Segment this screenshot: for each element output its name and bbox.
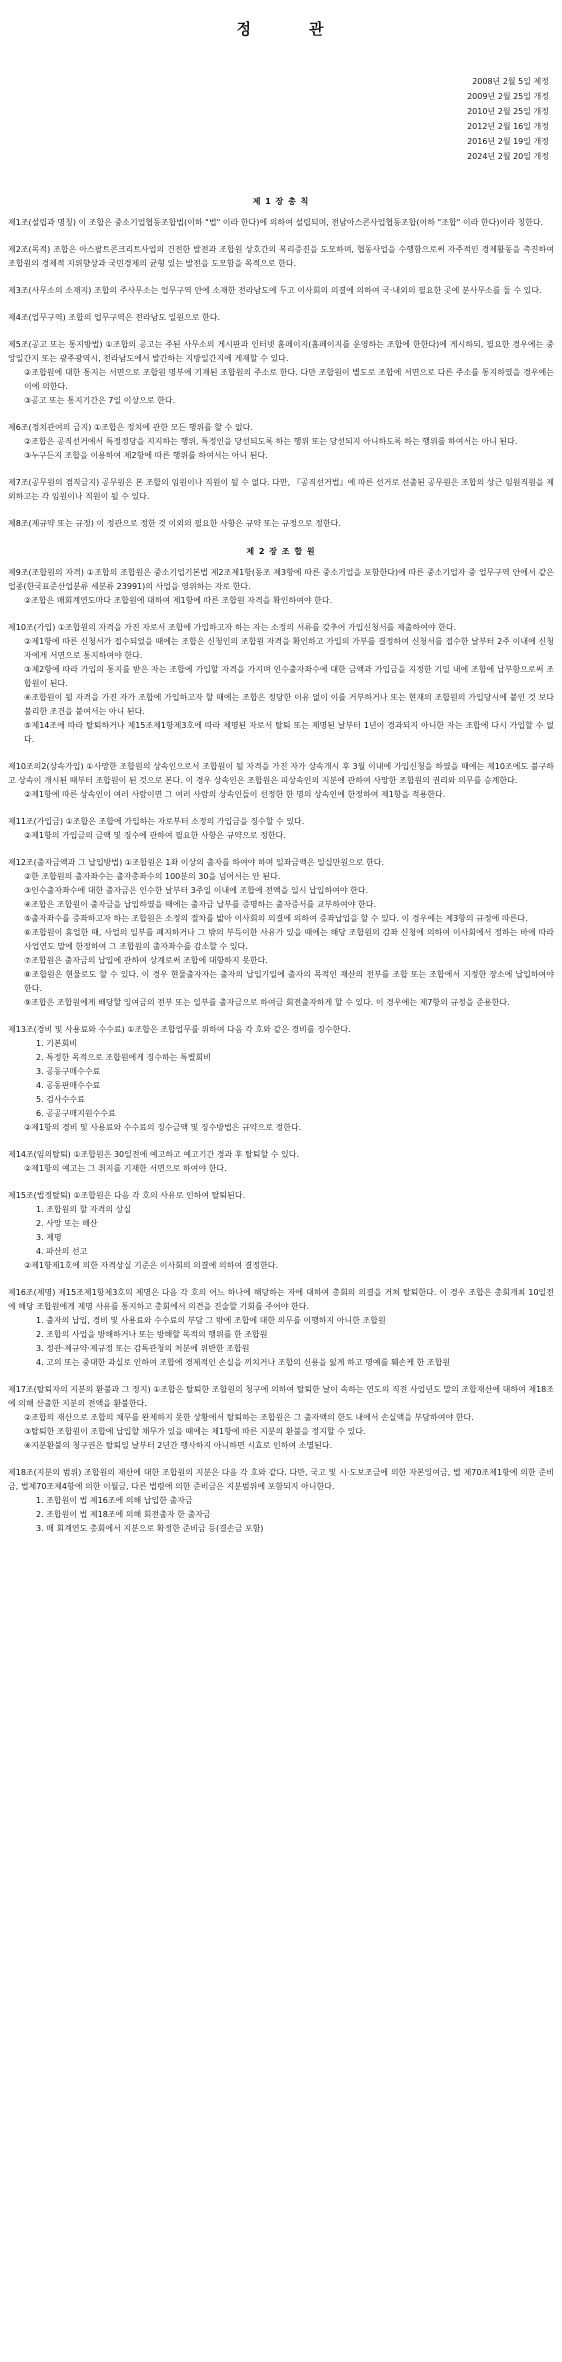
article-list-item: 2. 특정한 목적으로 조합원에게 징수하는 특별회비 — [36, 1053, 211, 1062]
article-paragraph: ⑨조합은 조합원에게 배당할 잉여금의 전부 또는 일부를 출자금으로 하여금 회전출자하게 할 수 있다. 이 경우에는 제7항의 규정을 준용한다. — [24, 998, 510, 1007]
article — [8, 566, 554, 608]
article-paragraph: ③누구든지 조합을 이용하여 제2항에 따른 행위를 하여서는 아니 된다. — [24, 451, 268, 460]
article-list-item: 5. 검사수수료 — [36, 1095, 85, 1104]
article-text: 제10조의2(상속가입) ①사망한 조합원의 상속인으로서 조합원이 될 자격을 가진 자가 상속개시 후 3월 이내에 가입신청을 하였을 때에는 제10조에도 불구하고 상속이 개시된 때부터 조합원이 된 것으로 본다. 이 경우 상속인은 조합원은 피상속인의 지분에 관하여 사망한 조합원의 권리와 의무를 승계한다. — [8, 762, 554, 785]
document-body — [8, 194, 554, 1549]
article-paragraph: ⑥조합원이 휴업한 때, 사업의 일부를 폐지하거나 그 밖의 부득이한 사유가 있을 때에는 해당 조합원의 감좌 신청에 의하여 이사회에서 정하는 바에 따라 사업연도 말에 한정하여 그 조합원의 출자좌수를 감소할 수 있다. — [24, 928, 554, 951]
article-paragraph: ②제1항제1호에 의한 자격상실 기준은 이사회의 의결에 의하여 결정한다. — [24, 1261, 279, 1270]
article-paragraph: ③탈퇴한 조합원이 조합에 납입할 채무가 있을 때에는 제1항에 따른 지분의 환불을 정지할 수 있다. — [24, 1427, 366, 1436]
article-paragraph: ②제1항의 예고는 그 취지를 기재한 서면으로 하여야 한다. — [24, 1164, 227, 1173]
article-list-item: 4. 공동판매수수료 — [36, 1081, 101, 1090]
article — [8, 815, 554, 843]
chapter-heading: 제 1 장 총 칙 — [252, 197, 310, 206]
revision-entry: 2008년 2월 5일 제정 — [472, 77, 549, 86]
article-list-item: 2. 조합의 사업을 방해하거나 또는 방해할 목적의 행위를 한 조합원 — [36, 1330, 268, 1339]
article-text: 제1조(설립과 명칭) 이 조합은 중소기업협동조합법(이하 "법" 이라 한다)에 의하여 설립되며, 전남아스콘사업협동조합(이하 "조합" 이라 한다)이라 칭한다. — [8, 218, 544, 227]
article-paragraph: ②조합의 재산으로 조합의 채무를 완제하지 못한 상황에서 탈퇴하는 조합원은 그 출자액의 한도 내에서 손실액을 부담하여야 한다. — [24, 1413, 474, 1422]
article-paragraph: ④지분환불의 청구권은 탈퇴일 날부터 2년간 행사하지 아니하면 시효로 인하여 소멸된다. — [24, 1441, 333, 1450]
article-list-item: 2. 사망 또는 해산 — [36, 1219, 98, 1228]
article-list-item: 4. 파산의 선고 — [36, 1247, 88, 1256]
article — [8, 621, 554, 747]
article-paragraph: ②조합은 공직선거에서 특정정당을 지지하는 행위, 특정인을 당선되도록 하는 행위 또는 당선되지 아니하도록 하는 행위를 하여서는 아니 된다. — [24, 437, 518, 446]
article — [8, 856, 554, 1010]
article-list-item: 1. 조합원이 법 제16조에 의해 납입한 출자금 — [36, 1496, 193, 1505]
article-text: 제13조(경비 및 사용료와 수수료) ①조합은 조합업무를 위하여 다음 각 호와 같은 경비를 징수한다. — [8, 1025, 351, 1034]
title-char-2: 관 — [309, 20, 326, 38]
article-list-item: 3. 정관·제규약·제규정 또는 감독관청의 처분에 위반한 조합원 — [36, 1344, 250, 1353]
article-list-item: 3. 제명 — [36, 1233, 62, 1242]
article — [8, 1286, 554, 1370]
article-list-item: 3. 매 회계연도 총회에서 지분으로 확정한 준비금 등(결손금 포함) — [36, 1524, 264, 1533]
article-text: 제17조(탈퇴자의 지분의 환불과 그 정지) ①조합은 탈퇴한 조합원의 청구에 의하여 탈퇴한 날이 속하는 연도의 직전 사업년도 말의 조합재산에 대하여 제18조에 의해 산출한 지분의 전액을 환불한다. — [8, 1385, 554, 1408]
title-char-1: 정 — [236, 20, 253, 38]
article — [8, 517, 554, 531]
article-text: 제2조(목적) 조합은 아스팔트콘크리트사업의 건전한 발전과 조합원 상호간의 복리증진을 도모하며, 협동사업을 수행함으로써 자주적인 경제활동을 촉진하여 조합원의 경제적 지위향상과 국민경제의 균형 있는 발전을 도모함을 목적으로 한다. — [8, 245, 554, 268]
document-title — [0, 18, 562, 39]
article-paragraph: ②한 조합원의 출자좌수는 출자총좌수의 100분의 30을 넘어서는 안 된다. — [24, 872, 281, 881]
article-paragraph: ⑤출자좌수를 증좌하고자 하는 조합원은 소정의 절차를 밟아 이사회의 의결에 의하여 증좌납입을 할 수 있다. 이 경우에는 제3항의 규정에 따른다. — [24, 914, 528, 923]
revision-entry: 2012년 2월 16일 개정 — [467, 122, 549, 131]
article-text: 제4조(업무구역) 조합의 업무구역은 전라남도 일원으로 한다. — [8, 313, 221, 322]
article-paragraph: ④조합원이 될 자격을 가진 자가 조합에 가입하고자 할 때에는 조합은 정당한 이유 없이 이를 거부하거나 또는 현재의 조합원의 가입당시에 붙인 것 보다 불리한 조건을 붙여서는 아니 된다. — [24, 693, 554, 716]
article-list-item: 6. 공공구매지원수수료 — [36, 1109, 116, 1118]
article-text: 제14조(임의탈퇴) ①조합원은 30일전에 예고하고 예고기간 경과 후 탈퇴할 수 있다. — [8, 1150, 300, 1159]
article-paragraph: ③제2항에 따라 가입의 통지를 받은 자는 조합에 가입할 자격을 가지며 인수출자좌수에 대한 금액과 가입금을 지정한 기일 내에 조합에 납부함으로써 조합원이 된다. — [24, 665, 554, 688]
revision-entry: 2024년 2월 20일 개정 — [467, 152, 549, 161]
article-list-item: 1. 출자의 납입, 경비 및 사용료와 수수료의 부담 그 밖에 조합에 대한 의무를 이행하지 아니한 조합원 — [36, 1316, 386, 1325]
article-paragraph: ②조합원에 대한 통지는 서면으로 조합원 명부에 기재된 조합원의 주소로 한다. 다만 조합원이 별도로 조합에 서면으로 다른 주소를 통지하였을 경우에는 이에 의한다. — [24, 368, 554, 391]
article-paragraph: ②제1항에 따른 신청서가 접수되었을 때에는 조합은 신청인의 조합원 자격을 확인하고 가입의 가부를 결정하여 신청서를 접수한 날부터 2주 이내에 신청자에게 서면으로 통지하여야 한다. — [24, 637, 554, 660]
article-paragraph: ⑤제14조에 따라 탈퇴하거나 제15조제1항제3호에 따라 제명된 자로서 탈퇴 또는 제명된 날부터 1년이 경과되지 아니한 자는 조합에 다시 가입할 수 없다. — [24, 721, 554, 744]
article-text: 제18조(지분의 범위) 조합원의 재산에 대한 조합원의 지분은 다음 각 호와 같다. 다만, 국고 및 시·도보조금에 의한 자본잉여금, 법 제70조제1항에 의한 준비금, 법제70조제4항에 의한 이월금, 다른 법령에 의한 준비금은 지분범위에 포함되지 아니한다. — [8, 1468, 554, 1491]
article-list-item: 1. 기본회비 — [36, 1039, 78, 1048]
article — [8, 1189, 554, 1273]
article-list-item: 4. 고의 또는 중대한 과실로 인하여 조합에 경제적인 손실을 끼치거나 조합의 신용을 잃게 하고 명예를 훼손케 한 조합원 — [36, 1358, 451, 1367]
article-text: 제16조(제명) 제15조제1항제3호의 제명은 다음 각 호의 어느 하나에 해당하는 자에 대하여 총회의 의결을 거쳐 탈퇴한다. 이 경우 조합은 총회개최 10일전에 해당 조합원에게 제명 사유를 통지하고 총회에서 의견을 진술할 기회를 주어야 한다. — [8, 1288, 554, 1311]
article — [8, 338, 554, 408]
article-text: 제10조(가입) ①조합원의 자격을 가진 자로서 조합에 가입하고자 하는 자는 소정의 서류를 갖추어 가입신청서를 제출하여야 한다. — [8, 623, 457, 632]
article-list-item: 1. 조합원의 할 자격의 상실 — [36, 1205, 132, 1214]
article-text: 제5조(공고 또는 통지방법) ①조합의 공고는 주된 사무소의 게시판과 인터넷 홈페이지(홈페이지를 운영하는 조합에 한한다)에 게시하되, 필요한 경우에는 중앙일간지 또는 광주광역시, 전라남도에서 발간하는 지방일간지에 게재할 수 있다. — [8, 340, 554, 363]
article — [8, 1148, 554, 1176]
article — [8, 284, 554, 298]
article — [8, 1383, 554, 1453]
article — [8, 243, 554, 271]
article-paragraph: ②조합은 매회계연도마다 조합원에 대하여 제1항에 따른 조합원 자격을 확인하여야 한다. — [24, 596, 333, 605]
article-text: 제9조(조합원의 자격) ①조합의 조합원은 중소기업기본법 제2조제1항(동조 제3항에 따른 중소기업을 포함한다)에 따른 중소기업자 중 업무구역 안에서 같은 업종(한국표준산업분류 세분류 23991)의 사업을 영위하는 자로 한다. — [8, 568, 554, 591]
chapter-heading: 제 2 장 조 합 원 — [246, 547, 316, 556]
article — [8, 421, 554, 463]
article-text: 제11조(가입금) ①조합은 조합에 가입하는 자로부터 소정의 가입금을 징수할 수 있다. — [8, 817, 305, 826]
article — [8, 216, 554, 230]
article-list-item: 3. 공동구매수수료 — [36, 1067, 101, 1076]
article-list-item: 2. 조합원이 법 제18조에 의해 회전출자 한 출자금 — [36, 1510, 211, 1519]
article-text: 제15조(법정탈퇴) ①조합원은 다음 각 호의 사유로 인하여 탈퇴된다. — [8, 1191, 246, 1200]
article — [8, 311, 554, 325]
article-paragraph: ⑦조합원은 출자금의 납입에 관하여 상계로써 조합에 대항하지 못한다. — [24, 956, 268, 965]
revision-entry: 2010년 2월 25일 개정 — [467, 107, 549, 116]
article-text: 제6조(정치관여의 금지) ①조합은 정치에 관한 모든 행위를 할 수 없다. — [8, 423, 253, 432]
article — [8, 760, 554, 802]
article — [8, 1466, 554, 1536]
article-text: 제3조(사무소의 소재지) 조합의 주사무소는 업무구역 안에 소재한 전라남도에 두고 이사회의 의결에 의하여 국·내외의 필요한 곳에 분사무소를 둘 수 있다. — [8, 286, 542, 295]
revision-entry: 2016년 2월 19일 개정 — [467, 137, 549, 146]
article-paragraph: ⑧조합원은 현물로도 할 수 있다. 이 경우 현물출자자는 출자의 납입기일에 출자의 목적인 재산의 전부를 조합 또는 조합에서 지정한 장소에 납입하여야 한다. — [24, 970, 554, 993]
article-paragraph: ②제1항에 따른 상속인이 여러 사람이면 그 여러 사람의 상속인들이 선정한 한 명의 상속인에 한정하여 제1항을 적용한다. — [24, 790, 446, 799]
article-paragraph: ④조합은 조합원이 출자금을 납입하였을 때에는 출자금 납부를 증명하는 출자증서를 교부하여야 한다. — [24, 900, 376, 909]
article — [8, 1023, 554, 1135]
article-paragraph: ②제1항의 가입금의 금액 및 징수에 관하여 필요한 사항은 규약으로 정한다. — [24, 831, 286, 840]
article-text: 제8조(제규약 또는 규정) 이 정관으로 정한 것 이외의 필요한 사항은 규약 또는 규정으로 정한다. — [8, 519, 341, 528]
revision-history — [419, 74, 549, 164]
revision-entry: 2009년 2월 25일 개정 — [467, 92, 549, 101]
article-paragraph: ③인수출자좌수에 대한 출자금은 인수한 날부터 3주일 이내에 조합에 전액을 일시 납입하여야 한다. — [24, 886, 369, 895]
article-text: 제12조(출자금액과 그 납입방법) ①조합원은 1좌 이상의 출자를 하여야 하며 일좌금액은 일십만원으로 한다. — [8, 858, 385, 867]
article-paragraph: ③공고 또는 통지기간은 7일 이상으로 한다. — [24, 396, 176, 405]
article-paragraph: ②제1항의 경비 및 사용료와 수수료의 징수금액 및 징수방법은 규약으로 정한다. — [24, 1123, 302, 1132]
article — [8, 476, 554, 504]
article-text: 제7조(공무원의 겸직금지) 공무원은 본 조합의 임원이나 직원이 될 수 없다. 다만, 『공직선거법』에 따른 선거로 선출된 공무원은 조합의 상근 임원직원을 제외하고는 각 임원이나 직원이 될 수 있다. — [8, 478, 554, 501]
